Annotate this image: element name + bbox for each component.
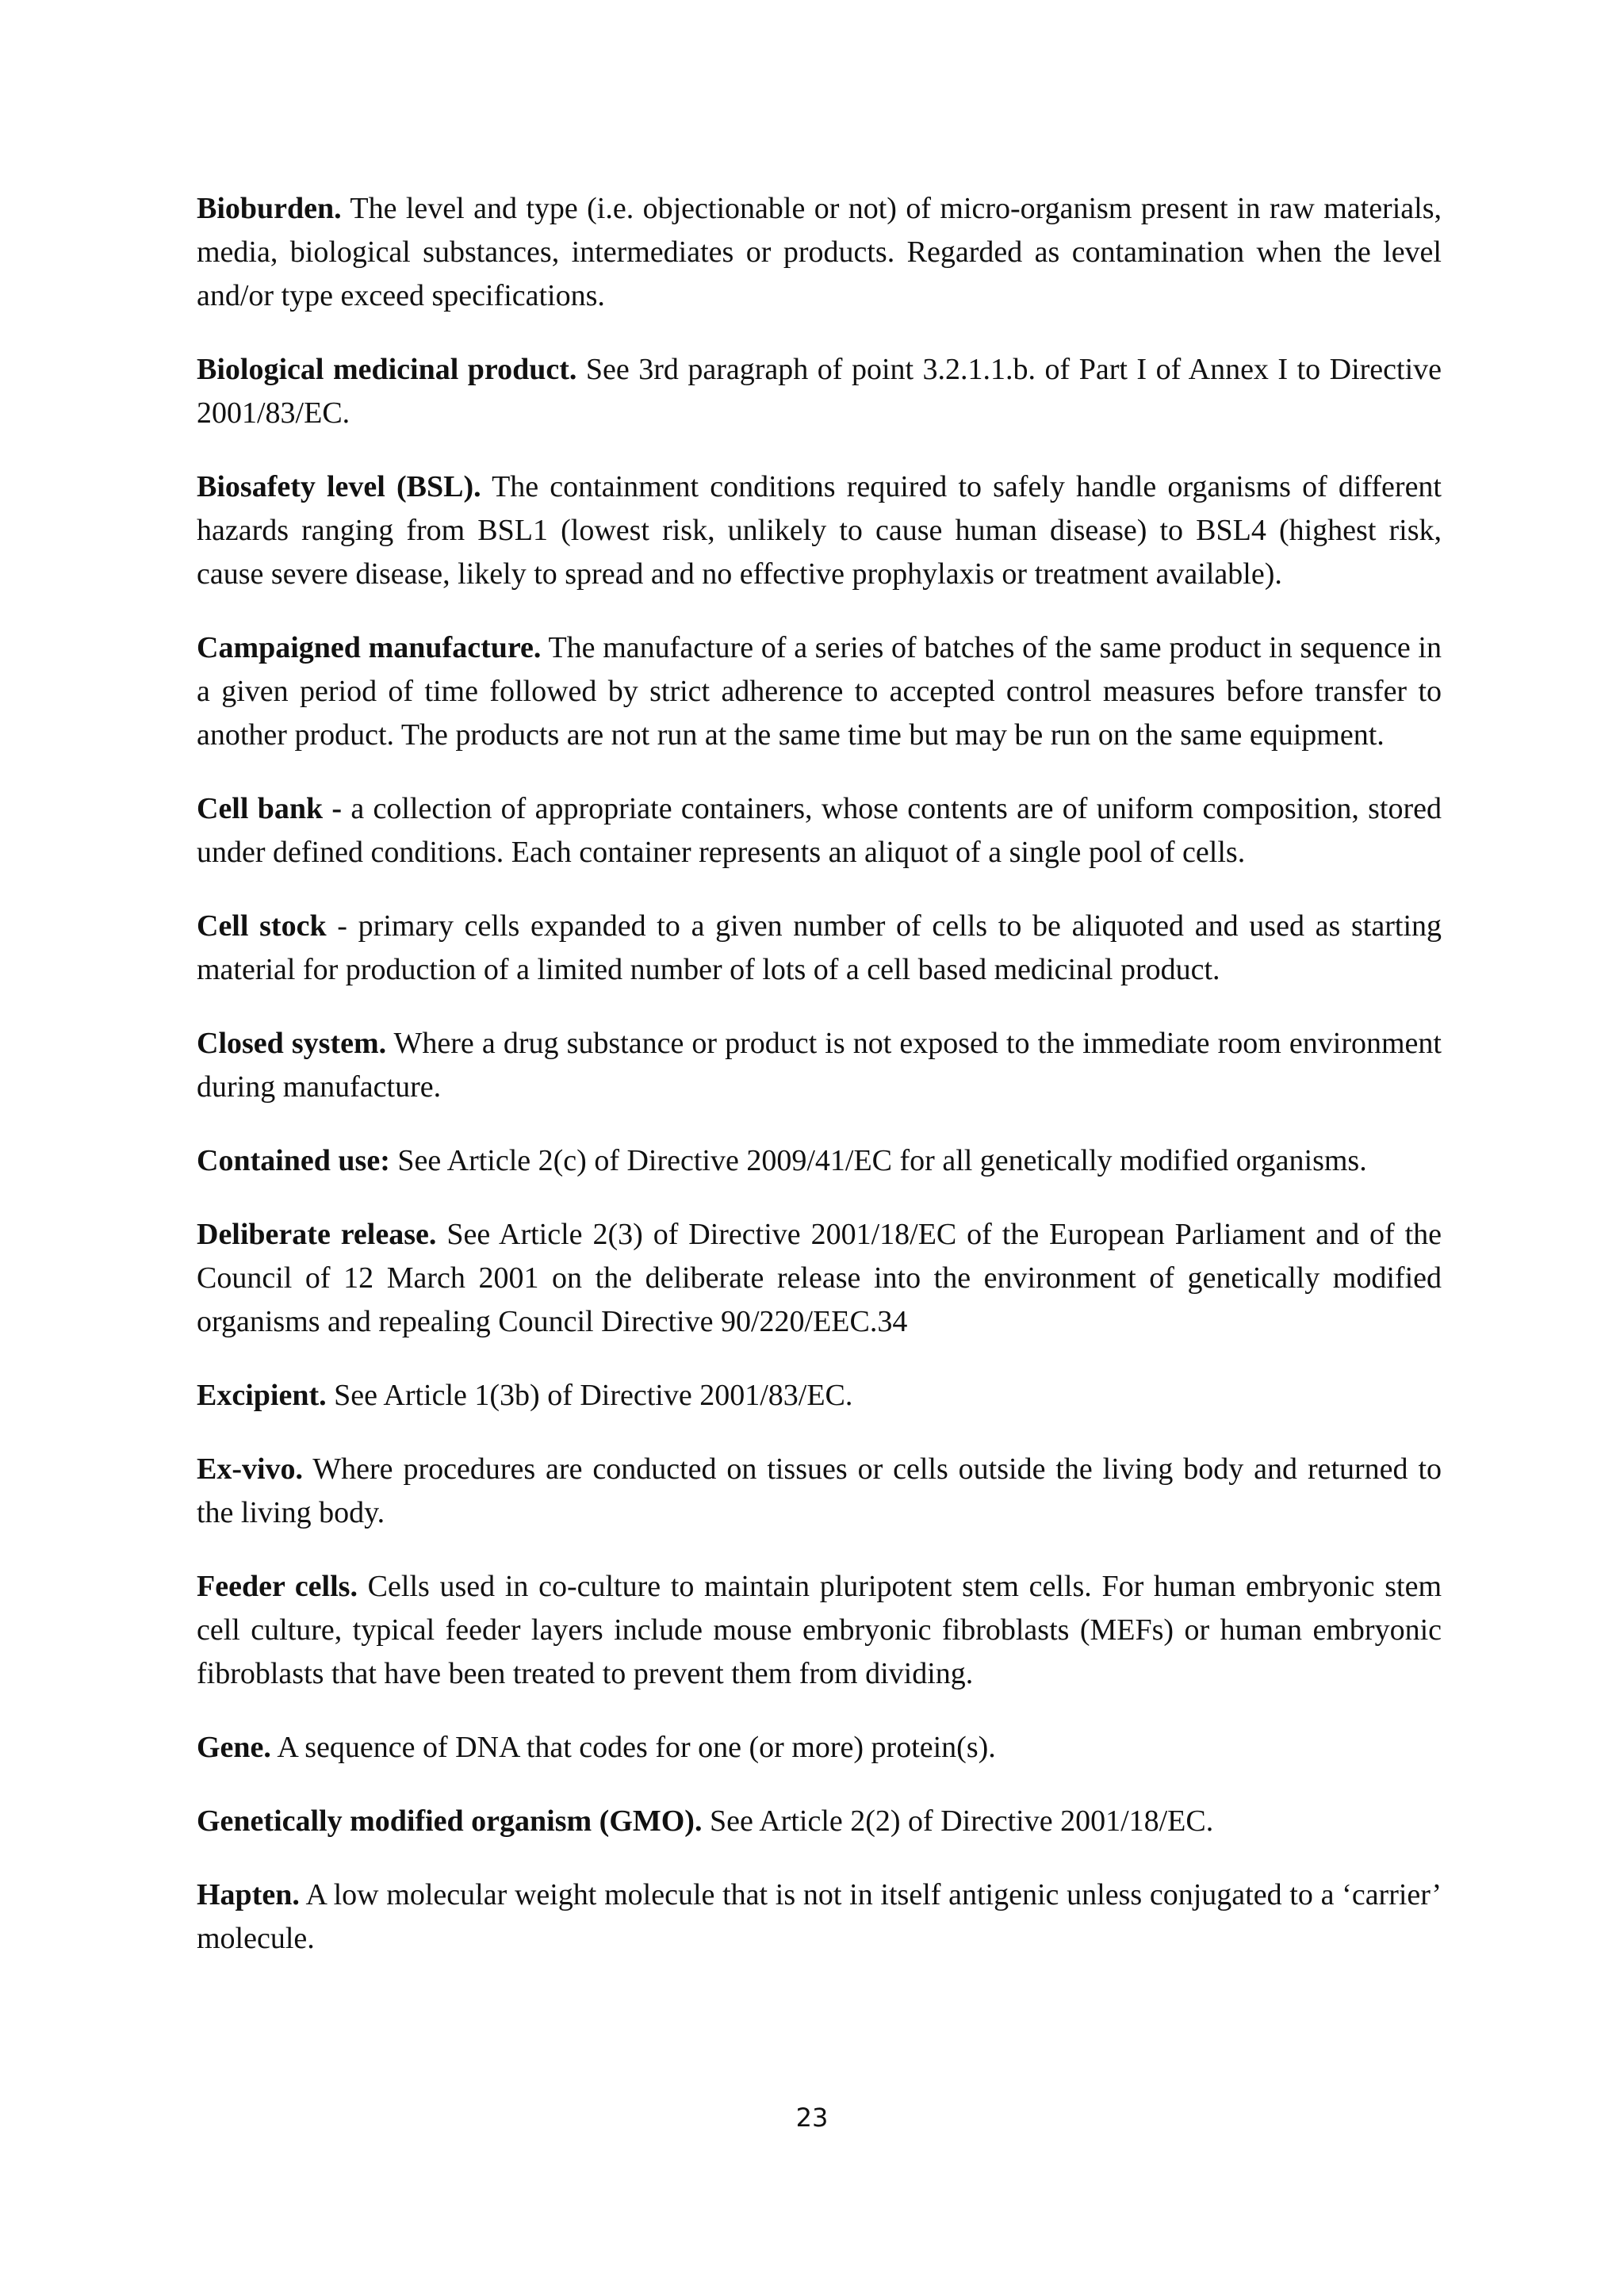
glossary-term: Cell bank - xyxy=(197,792,343,825)
glossary-definition: a collection of appropriate containers, whose contents are of uniform composition, stored under defined conditions. Each container represents an aliquot of a single pool of cells. xyxy=(197,792,1442,869)
glossary-term: Cell stock xyxy=(197,909,327,943)
glossary-definition: The containment conditions required to safely handle organisms of different hazards ranging from BSL1 (lowest risk, unlikely to cause human disease) to BSL4 (highest risk, cause severe disease, likely to spread and no effective prophylaxis or treatment available). xyxy=(197,470,1442,591)
glossary-entry-closed-system xyxy=(197,1022,1442,1109)
glossary-entry-feeder-cells xyxy=(197,1565,1442,1696)
glossary-entry-ex-vivo xyxy=(197,1448,1442,1535)
glossary-entry-cell-bank xyxy=(197,787,1442,874)
glossary-term: Gene. xyxy=(197,1731,271,1764)
glossary-term: Biological medicinal product. xyxy=(197,353,577,386)
glossary-term: Hapten. xyxy=(197,1878,300,1911)
glossary-entry-biosafety-level xyxy=(197,465,1442,596)
glossary-term: Biosafety level (BSL). xyxy=(197,470,481,503)
glossary-term: Bioburden. xyxy=(197,192,342,225)
glossary-term: Deliberate release. xyxy=(197,1218,437,1251)
glossary-entry-deliberate-release xyxy=(197,1213,1442,1344)
glossary-definition: See Article 2(3) of Directive 2001/18/EC of the European Parliament and of the Council of 12 March 2001 on the deliberate release into the environment of genetically modified organisms and repealing Council Directive 90/220/EEC.34 xyxy=(197,1218,1442,1338)
glossary-term: Closed system. xyxy=(197,1027,387,1060)
glossary-definition: See Article 1(3b) of Directive 2001/83/EC. xyxy=(334,1379,853,1412)
glossary-definition: Where procedures are conducted on tissues or cells outside the living body and returned to the living body. xyxy=(197,1452,1442,1529)
glossary-entry-hapten xyxy=(197,1873,1442,1961)
glossary-body xyxy=(197,187,1442,1991)
glossary-definition: The manufacture of a series of batches of the same product in sequence in a given period of time followed by strict adherence to accepted control measures before transfer to another product. The products are not run at the same time but may be run on the same equipment. xyxy=(197,631,1442,752)
glossary-term: Genetically modified organism (GMO). xyxy=(197,1804,703,1838)
glossary-definition: Where a drug substance or product is not exposed to the immediate room environment during manufacture. xyxy=(197,1027,1442,1104)
glossary-entry-campaigned-manufacture xyxy=(197,626,1442,757)
glossary-definition: A low molecular weight molecule that is not in itself antigenic unless conjugated to a ‘carrier’ molecule. xyxy=(197,1878,1442,1955)
glossary-entry-excipient xyxy=(197,1374,1442,1418)
glossary-definition: See Article 2(2) of Directive 2001/18/EC. xyxy=(709,1804,1214,1838)
glossary-definition: The level and type (i.e. objectionable or not) of micro-organism present in raw materials, media, biological substances, intermediates or products. Regarded as contamination when the level and/or type exceed specifications. xyxy=(197,192,1442,312)
glossary-definition: See Article 2(c) of Directive 2009/41/EC for all genetically modified organisms. xyxy=(397,1144,1367,1177)
glossary-entry-gmo xyxy=(197,1800,1442,1843)
glossary-term: Campaigned manufacture. xyxy=(197,631,542,664)
glossary-entry-gene xyxy=(197,1726,1442,1770)
glossary-entry-contained-use xyxy=(197,1139,1442,1183)
page-number: 23 xyxy=(795,2103,829,2133)
glossary-definition: See 3rd paragraph of point 3.2.1.1.b. of Part I of Annex I to Directive 2001/83/EC. xyxy=(197,353,1442,430)
glossary-term: Excipient. xyxy=(197,1379,327,1412)
glossary-entry-bioburden xyxy=(197,187,1442,318)
glossary-term: Contained use: xyxy=(197,1144,390,1177)
glossary-term: Feeder cells. xyxy=(197,1570,358,1603)
glossary-entry-biological-medicinal-product xyxy=(197,348,1442,435)
glossary-definition: A sequence of DNA that codes for one (or more) protein(s). xyxy=(277,1731,996,1764)
glossary-entry-cell-stock xyxy=(197,905,1442,992)
glossary-term: Ex-vivo. xyxy=(197,1452,304,1486)
glossary-definition: - primary cells expanded to a given number of cells to be aliquoted and used as starting material for production of a limited number of lots of a cell based medicinal product. xyxy=(197,909,1442,986)
glossary-definition: Cells used in co-culture to maintain pluripotent stem cells. For human embryonic stem cell culture, typical feeder layers include mouse embryonic fibroblasts (MEFs) or human embryonic fibroblasts that have been treated to prevent them from dividing. xyxy=(197,1570,1442,1690)
